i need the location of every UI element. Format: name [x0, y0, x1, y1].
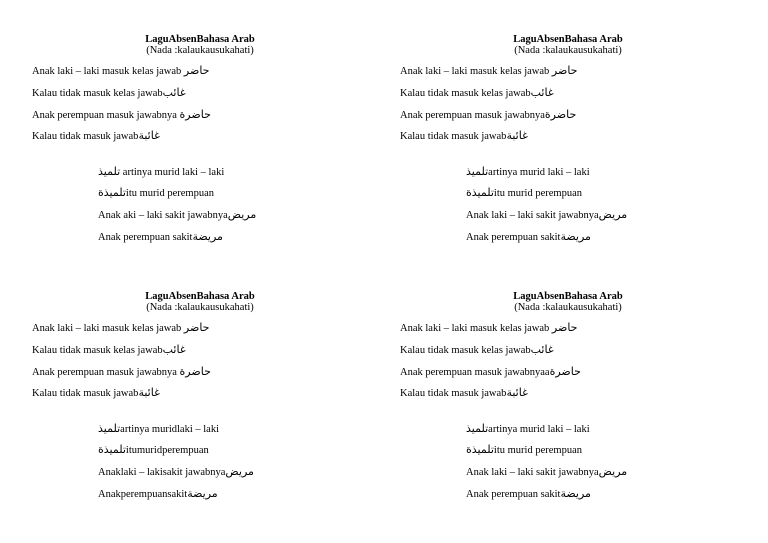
song-subtitle: (Nada :kalaukausukahati) [146, 302, 254, 313]
verse-text: Kalau tidak masuk kelas jawab [32, 88, 163, 99]
arabic-word: مريضة [187, 487, 218, 500]
verse-text: Kalau tidak masuk kelas jawab [400, 345, 531, 356]
chorus-text: Anakperempuansakit [98, 489, 188, 500]
verse-text: Kalau tidak masuk jawab [400, 131, 507, 142]
chorus-line [466, 165, 590, 178]
chorus-text: Anak aki – laki sakit jawabnya [98, 210, 228, 221]
chorus-line [466, 422, 590, 435]
arabic-word: غائب [162, 343, 186, 356]
arabic-word: مريضة [192, 230, 223, 243]
verse-line [400, 64, 577, 77]
chorus-line [466, 186, 582, 199]
arabic-word: مريض [227, 208, 257, 221]
arabic-word: غائب [530, 86, 554, 99]
arabic-word: حاضرة [179, 365, 211, 378]
chorus-text: itu murid perempuan [493, 445, 582, 456]
arabic-word: تلميذ [466, 165, 489, 178]
arabic-word: تلميذة [98, 443, 126, 456]
arabic-word: تلميذة [98, 186, 126, 199]
chorus-line [466, 465, 627, 478]
verse-line [400, 86, 554, 99]
arabic-word: غائبة [138, 129, 160, 142]
song-subtitle: (Nada :kalaukausukahati) [514, 302, 622, 313]
arabic-word: تلميذة [466, 443, 494, 456]
song-subtitle: (Nada :kalaukausukahati) [146, 45, 254, 56]
chorus-line [466, 443, 582, 456]
chorus-text: Anak perempuan sakit [98, 232, 193, 243]
song-title: LaguAbsenBahasa Arab [513, 34, 623, 45]
verse-line [32, 129, 160, 142]
arabic-word: مريضة [560, 487, 591, 500]
arabic-word: حاضرة [544, 108, 577, 121]
chorus-text: Anak laki – laki sakit jawabnya [466, 467, 599, 478]
arabic-word: غائب [162, 86, 186, 99]
chorus-text: Anak perempuan sakit [466, 232, 561, 243]
chorus-line [98, 443, 209, 456]
verse-text: Anak laki – laki masuk kelas jawab [32, 323, 184, 334]
arabic-word: حاضرة [179, 108, 211, 121]
song-block-1 [32, 34, 392, 284]
chorus-text: itu murid perempuan [125, 188, 214, 199]
verse-text: Kalau tidak masuk jawab [32, 131, 139, 142]
verse-line [32, 365, 211, 378]
chorus-line [466, 487, 591, 500]
chorus-line [98, 487, 218, 500]
chorus-text: artinya murid laki – laki [488, 167, 590, 178]
verse-text: Anak laki – laki masuk kelas jawab [32, 66, 184, 77]
verse-line [400, 321, 577, 334]
arabic-word: تلميذ [98, 422, 121, 435]
verse-text: Anak perempuan masuk jawabnya [32, 367, 180, 378]
arabic-word: حاضر [183, 321, 210, 334]
verse-text: Kalau tidak masuk jawab [400, 388, 507, 399]
chorus-line [98, 422, 219, 435]
verse-line [32, 386, 160, 399]
song-title: LaguAbsenBahasa Arab [145, 34, 255, 45]
verse-line [400, 365, 581, 378]
arabic-word: غائبة [506, 129, 528, 142]
arabic-word: تلميذ [98, 165, 121, 178]
arabic-word: تلميذ [466, 422, 489, 435]
verse-line [400, 129, 528, 142]
chorus-line [98, 230, 223, 243]
chorus-text: artinya murid laki – laki [488, 424, 590, 435]
chorus-text: artinya muridlaki – laki [120, 424, 220, 435]
verse-text: Anak perempuan masuk jawabnya [400, 110, 545, 121]
arabic-word: مريض [598, 208, 628, 221]
song-block-2 [400, 34, 760, 284]
chorus-text: artinya murid laki – laki [120, 167, 225, 178]
verse-text: Anak perempuan masuk jawabnya [32, 110, 180, 121]
arabic-word: حاضر [183, 64, 210, 77]
chorus-line [466, 208, 627, 221]
chorus-text: itu murid perempuan [493, 188, 582, 199]
chorus-line [98, 165, 224, 178]
song-title: LaguAbsenBahasa Arab [145, 291, 255, 302]
arabic-word: غائب [530, 343, 554, 356]
verse-line [32, 64, 209, 77]
verse-line [400, 343, 554, 356]
arabic-word: حاضرة [549, 365, 581, 378]
arabic-word: مريض [598, 465, 628, 478]
verse-text: Kalau tidak masuk kelas jawab [32, 345, 163, 356]
verse-text: Anak perempuan masuk jawabnyaa [400, 367, 550, 378]
verse-text: Anak laki – laki masuk kelas jawab [400, 66, 552, 77]
arabic-word: حاضر [551, 64, 578, 77]
song-block-4 [400, 291, 760, 541]
chorus-line [98, 208, 256, 221]
arabic-word: تلميذة [466, 186, 494, 199]
arabic-word: حاضر [551, 321, 578, 334]
chorus-text: Anak perempuan sakit [466, 489, 561, 500]
arabic-word: غائبة [506, 386, 528, 399]
chorus-line [98, 186, 214, 199]
chorus-line [466, 230, 591, 243]
chorus-text: Anak laki – laki sakit jawabnya [466, 210, 599, 221]
verse-line [32, 343, 186, 356]
verse-text: Kalau tidak masuk jawab [32, 388, 139, 399]
song-block-3 [32, 291, 392, 541]
verse-line [32, 86, 186, 99]
verse-line [400, 108, 576, 121]
verse-text: Kalau tidak masuk kelas jawab [400, 88, 531, 99]
chorus-text: itumuridperempuan [125, 445, 209, 456]
arabic-word: مريض [225, 465, 254, 478]
verse-line [32, 108, 211, 121]
song-title: LaguAbsenBahasa Arab [513, 291, 623, 302]
arabic-word: غائبة [138, 386, 160, 399]
verse-text: Anak laki – laki masuk kelas jawab [400, 323, 552, 334]
song-subtitle: (Nada :kalaukausukahati) [514, 45, 622, 56]
verse-line [32, 321, 209, 334]
arabic-word: مريضة [560, 230, 591, 243]
chorus-text: Anaklaki – lakisakit jawabnya [98, 467, 226, 478]
verse-line [400, 386, 528, 399]
chorus-line [98, 465, 254, 478]
